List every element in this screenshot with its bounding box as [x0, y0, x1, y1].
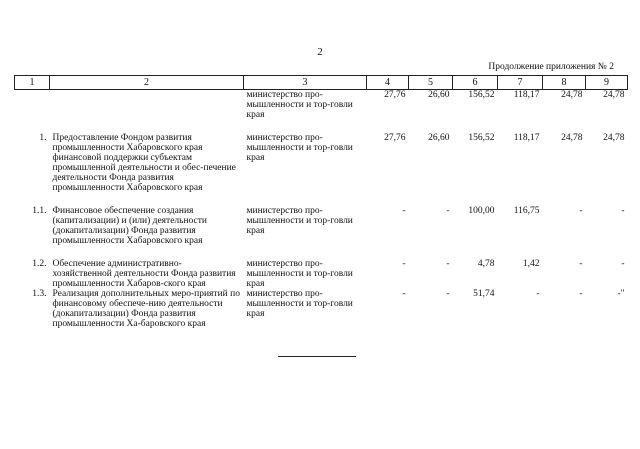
row-value-col9: -" [617, 289, 625, 299]
column-header: 8 [543, 76, 586, 90]
table-row [15, 133, 628, 193]
row-name: Реализация дополнительных меро-приятий по финансовому обеспече-нию деятельности (докапитализации) Фонда развития промышленности Ха-баровского края [52, 289, 240, 329]
row-value-col5: 26,60 [428, 133, 450, 143]
row-value-col8: - [579, 206, 583, 216]
column-header: 1 [15, 76, 50, 90]
row-value-col9: - [621, 259, 625, 269]
row-value-col9: - [621, 206, 625, 216]
row-value-col8: 24,78 [561, 90, 583, 100]
row-value-col5: - [446, 259, 450, 269]
row-executor: министерство про-мышленности и тор-говли края [246, 133, 353, 163]
row-executor: министерство про-мышленности и тор-говли края [246, 206, 353, 236]
row-number [15, 90, 50, 121]
column-header: 9 [586, 76, 628, 90]
row-value-col5: 26,60 [428, 90, 450, 100]
row-value-col8: - [579, 259, 583, 269]
column-header: 4 [367, 76, 409, 90]
row-value-col9: 24,78 [603, 90, 625, 100]
row-executor: министерство про-мышленности и тор-говли края [246, 90, 353, 120]
row-executor: министерство про-мышленности и тор-говли края [246, 259, 353, 289]
appendix-continuation-note: Продолжение приложения № 2 [488, 62, 614, 72]
page-number: 2 [317, 46, 323, 58]
row-value-col7: 118,17 [513, 133, 540, 143]
row-value-col5: - [446, 206, 450, 216]
column-header: 5 [409, 76, 453, 90]
row-value-col9: 24,78 [603, 133, 625, 143]
column-header: 2 [50, 76, 244, 90]
row-name [50, 90, 244, 121]
row-value-col6: 156,52 [468, 90, 495, 100]
row-value-col4: - [402, 289, 406, 299]
row-value-col4: - [402, 206, 406, 216]
closing-rule [278, 356, 356, 357]
table-row [15, 206, 628, 246]
column-header: 6 [453, 76, 498, 90]
table-row [15, 289, 628, 329]
row-number: 1. [39, 133, 47, 143]
row-name: Обеспечение административно-хозяйственной деятельности Фонда развития промышленности Хабаров-ского края [52, 259, 236, 289]
row-value-col6: 4,78 [477, 259, 495, 269]
row-value-col4: 27,76 [384, 133, 406, 143]
row-number: 1.3. [32, 289, 47, 299]
program-funding-table [14, 75, 628, 329]
row-value-col4: - [402, 259, 406, 269]
row-value-col7: - [536, 289, 540, 299]
row-value-col6: 100,00 [468, 206, 495, 216]
row-number: 1.1. [32, 206, 47, 216]
column-header: 3 [244, 76, 367, 90]
row-value-col7: 1,42 [522, 259, 540, 269]
table-row [15, 259, 628, 289]
table-row [15, 90, 628, 121]
row-value-col4: 27,76 [384, 90, 406, 100]
column-number-row [15, 76, 628, 90]
row-value-col6: 156,52 [468, 133, 495, 143]
row-value-col7: 118,17 [513, 90, 540, 100]
row-value-col8: 24,78 [561, 133, 583, 143]
row-value-col6: 51,74 [473, 289, 495, 299]
row-value-col8: - [579, 289, 583, 299]
row-value-col7: 116,75 [513, 206, 540, 216]
row-name: Финансовое обеспечение создания (капитализации) и (или) деятельности (докапитализации) Фонда развития промышленности Хабаровского края [52, 206, 208, 246]
row-name: Предоставление Фондом развития промышленности Хабаровского края финансовой поддержки субъектам промышленной деятельности и обес-печение деятельности Фонда развития промышленности Хабаровского края [52, 133, 236, 193]
row-executor: министерство про-мышленности и тор-говли края [246, 289, 353, 319]
column-header: 7 [498, 76, 543, 90]
row-value-col5: - [446, 289, 450, 299]
row-number: 1.2. [32, 259, 47, 269]
